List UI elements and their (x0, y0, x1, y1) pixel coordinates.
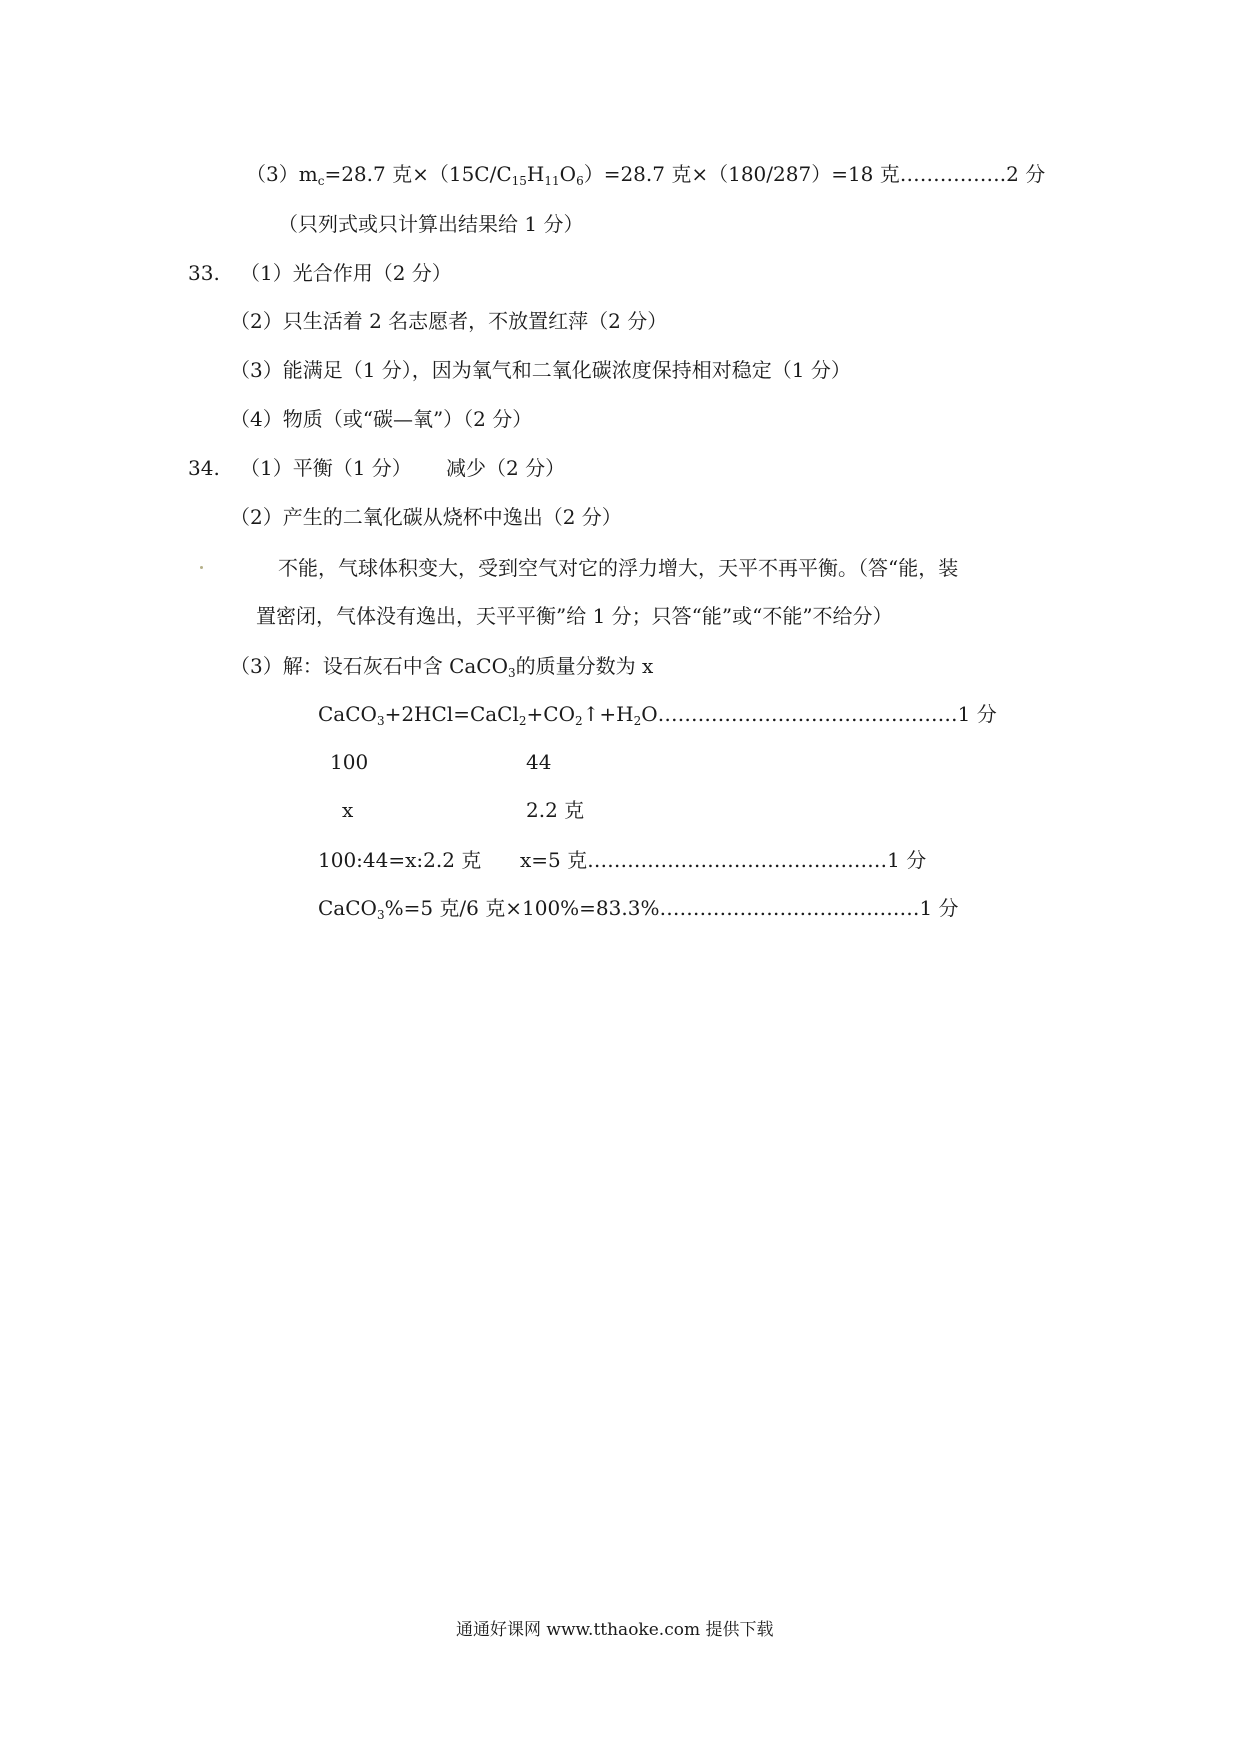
q33-number: 33. (188, 261, 220, 285)
q34-3-intro (230, 654, 654, 680)
pct-rest: %=5 克/6 克×100%=83.3%…………………………………1 分 (384, 896, 959, 920)
q32-3-formula (246, 162, 1046, 188)
eq-h: +H (599, 702, 634, 726)
eq-co: +CO (526, 702, 575, 726)
q34-answer-1b: 减少（2 分） (446, 456, 566, 480)
footer-credit: 通通好课网 www.tthaoke.com 提供下载 (456, 1620, 774, 1640)
intro-subscript: 3 (508, 666, 516, 680)
formula-part1: =28.7 克×（15C/C (324, 162, 512, 186)
h-symbol: H (526, 162, 545, 186)
q32-3-label: （3） (246, 162, 299, 186)
eq-caco: CaCO (318, 702, 377, 726)
scan-speck (200, 566, 203, 569)
pct-caco: CaCO (318, 896, 377, 920)
q33-answer-3: （3）能满足（1 分），因为氧气和二氧化碳浓度保持相对稳定（1 分） (230, 358, 851, 382)
eq-o: O………………………………………1 分 (641, 702, 997, 726)
eq-hcl: +2HCl=CaCl (384, 702, 519, 726)
molar-mass-caco3: 100 (330, 750, 369, 774)
reaction-equation (318, 702, 997, 728)
eq-caco-sub: 3 (376, 714, 385, 728)
h-subscript: 11 (544, 174, 560, 188)
molar-mass-co2: 44 (526, 750, 552, 774)
q34-note-line-1: 不能，气球体积变大，受到空气对它的浮力增大，天平不再平衡。（答“能，装 (278, 556, 959, 580)
o-symbol: O (559, 162, 577, 186)
q33-answer-1: （1）光合作用（2 分） (240, 261, 452, 285)
co2-mass: 2.2 克 (526, 798, 585, 822)
unknown-x: x (342, 798, 354, 822)
ratio-result: x=5 克………………………………………1 分 (520, 848, 927, 872)
percentage-line (318, 896, 959, 922)
eq-co-sub: 2 (575, 714, 583, 728)
eq-cl-sub: 2 (518, 714, 527, 728)
o-subscript: 6 (576, 174, 584, 188)
q33-answer-2: （2）只生活着 2 名志愿者，不放置红萍（2 分） (230, 309, 668, 333)
intro-text: （3）解：设石灰石中含 CaCO (230, 654, 509, 678)
q33-answer-4: （4）物质（或“碳—氧”）（2 分） (230, 407, 533, 431)
ratio-equation: 100:44=x:2.2 克 (318, 848, 482, 872)
q32-3-note: （只列式或只计算出结果给 1 分） (278, 212, 584, 236)
q34-answer-2: （2）产生的二氧化碳从烧杯中逸出（2 分） (230, 505, 622, 529)
mass-subscript: c (317, 174, 325, 188)
formula-part2: ）=28.7 克×（180/287）=18 克…………….2 分 (583, 162, 1046, 186)
pct-sub: 3 (376, 908, 385, 922)
q34-answer-1a: （1）平衡（1 分） (240, 456, 412, 480)
intro-text-end: 的质量分数为 x (515, 654, 654, 678)
eq-h-sub: 2 (633, 714, 642, 728)
gas-arrow-icon: ↑ (582, 702, 600, 726)
q34-number: 34. (188, 456, 220, 480)
c-subscript: 15 (511, 174, 527, 188)
q34-note-line-2: 置密闭，气体没有逸出，天平平衡”给 1 分；只答“能”或“不能”不给分） (256, 604, 893, 628)
mass-symbol: m (298, 162, 318, 186)
